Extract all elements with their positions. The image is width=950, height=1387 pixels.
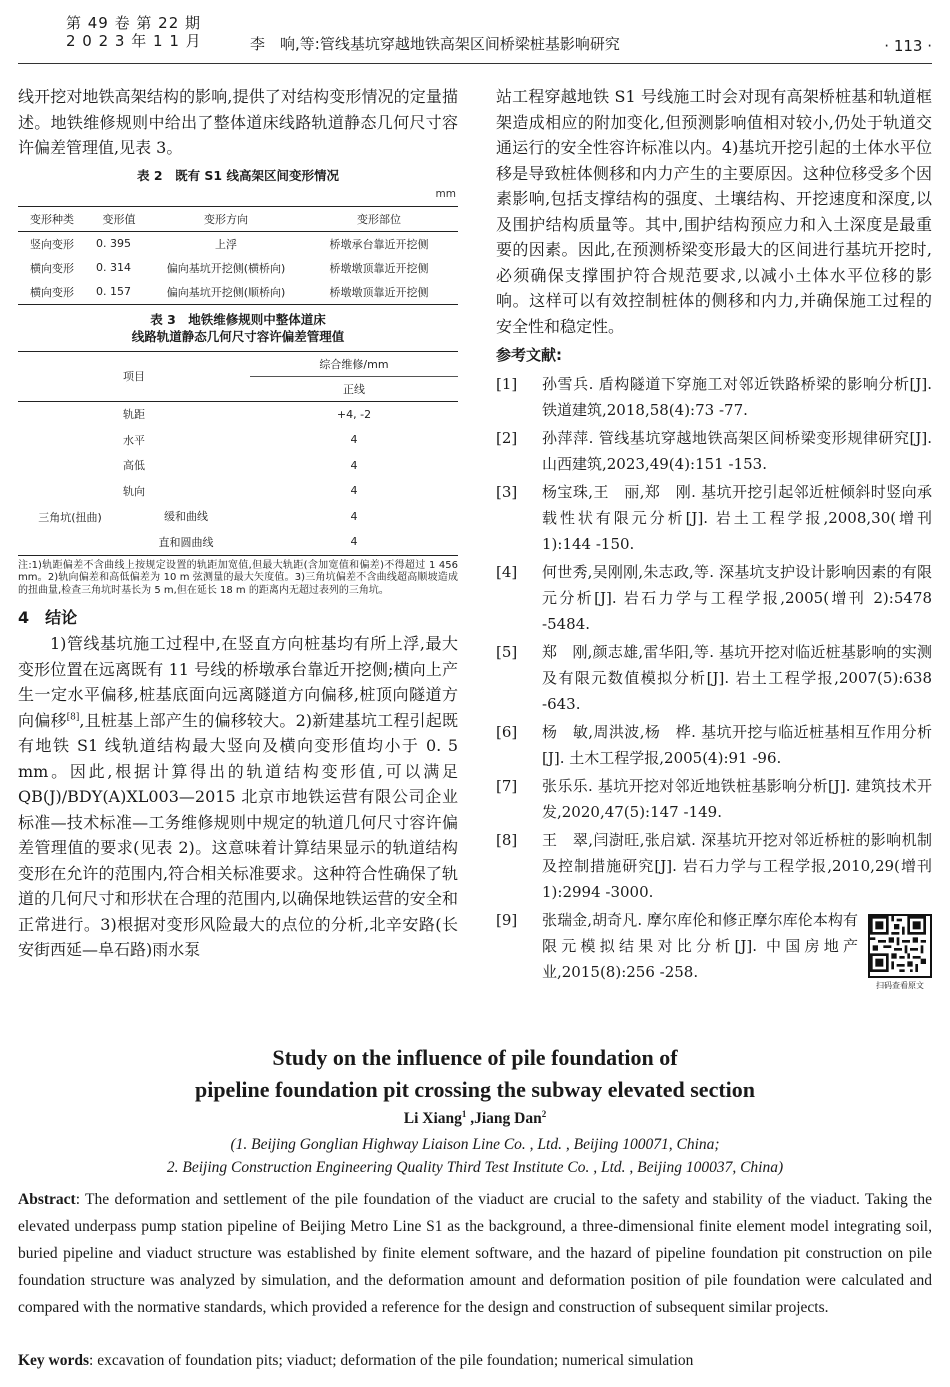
table-cell: 4 <box>350 433 358 447</box>
table-cell: +4, -2 <box>336 407 372 421</box>
table-row <box>18 231 458 256</box>
table2-header-row <box>18 206 458 231</box>
affiliation-line: 2. Beijing Construction Engineering Quality Third Test Institute Co. , Ltd. , Beijing 100037, China) <box>166 1159 784 1176</box>
reference-text: 孙萍萍. 管线基坑穿越地铁高架区间桥梁变形规律研究[J]. 山西建筑,2023,49(4):151 -153. <box>542 429 932 473</box>
table-cell: 水平 <box>123 433 145 447</box>
table-cell: 4 <box>350 509 358 523</box>
english-keywords <box>18 1349 932 1373</box>
keywords-label: Key words <box>18 1352 90 1369</box>
reference-text: 杨 敏,周洪波,杨 桦. 基坑开挖与临近桩基相互作用分析[J]. 土木工程学报,2005(4):91 -96. <box>542 723 932 767</box>
qr-code-block[interactable] <box>868 914 932 991</box>
table-cell: 缓和曲线 <box>164 510 208 524</box>
conclusion-text-b: ,且桩基上部产生的偏移较大。2)新建基坑工程引起既有地铁 S1 线轨道结构最大竖向及横向变形值均小于 0. 5 mm。因此,根据计算得出的轨道结构变形值,可以满足 QB(J)/BDY(A)XL003—2015 北京市地铁运营有限公司企业标准—技术标准—工务维修规则中规定的轨道几何尺寸容许偏差管理值的要求(见表 2)。这意味着计算结果显示的轨道结构变形在允许的范围内,符合相关标准要求。这种符合性确保了轨道的几何尺寸和形状在合理的范围内,以确保地铁运营的安全和正常进行。3)根据对变形风险最大的点位的分析,北辛安路(长安街西延—阜石路)雨水泵 <box>18 710 458 959</box>
reference-number: [1] <box>496 375 518 393</box>
author-affil-mark: 1 <box>461 1108 467 1119</box>
reference-list <box>496 371 932 990</box>
reference-item <box>496 639 932 717</box>
left-column <box>18 84 458 963</box>
author-affil-mark: 2 <box>541 1108 547 1119</box>
right-continued-paragraph: 站工程穿越地铁 S1 号线施工时会对现有高架桥桩基和轨道框架造成相应的附加变化,但预测影响值相对较小,仍处于轨道交通运行的安全性容许标准以内。4)基坑开挖引起的土体水平位移是导致桩体侧移和内力产生的主要原因。这种位移受多个因素影响,包括支撑结构的强度、土壤结构、开挖速度和深度,以及围护结构质量等。其中,围护结构预应力和入土深度是最重要的因素。因此,在预测桥梁变形最大的区间进行基坑开挖时,必须确保支撑围护符合规范要求,以减小土体水平位移的影响。这样可以有效控制桩体的侧移和内力,并确保施工过程的安全性和稳定性。 <box>496 87 932 336</box>
author-separator: , <box>466 1110 475 1127</box>
table-row <box>18 256 458 280</box>
page-number: · 113 · <box>884 37 932 55</box>
table-cell: 4 <box>350 484 358 498</box>
journal-volume <box>66 14 202 50</box>
table-cell: 0. 157 <box>96 285 131 298</box>
reference-text: 孙雪兵. 盾构隧道下穿施工对邻近铁路桥梁的影响分析[J]. 铁道建筑,2018,58(4):73 -77. <box>542 375 932 419</box>
conclusion-paragraph <box>18 631 458 963</box>
reference-number: [9] <box>496 911 518 929</box>
reference-item <box>496 371 932 423</box>
table-cell: 桥墩承台靠近开挖侧 <box>329 237 429 251</box>
table2-header-cell: 变形部位 <box>300 206 458 231</box>
english-abstract <box>18 1186 932 1321</box>
table2 <box>18 206 458 305</box>
table-cell: 偏向基坑开挖侧(横桥向) <box>166 261 286 275</box>
header-rule <box>18 63 932 64</box>
table-row <box>18 427 458 453</box>
table-cell: 桥墩墩顶靠近开挖侧 <box>329 285 429 299</box>
table3-header-row <box>18 351 458 376</box>
table-cell: 0. 395 <box>96 237 131 250</box>
reference-text: 杨宝珠,王 丽,郑 刚. 基坑开挖引起邻近桩倾斜时竖向承载性状有限元分析[J]. 岩土工程学报,2008,30(增刊 1):144 -150. <box>542 483 932 553</box>
reference-number: [8] <box>496 831 518 849</box>
english-title <box>18 1042 932 1106</box>
table-row <box>18 280 458 305</box>
reference-text: 何世秀,吴刚刚,朱志政,等. 深基坑支护设计影响因素的有限元分析[J]. 岩石力学与工程学报,2005(增刊 2):5478 -5484. <box>542 563 932 633</box>
reference-number: [4] <box>496 563 518 581</box>
qr-code-icon[interactable] <box>868 914 932 978</box>
table2-header-cell: 变形值 <box>86 206 152 231</box>
table-cell: 轨向 <box>123 484 145 498</box>
table-row <box>18 478 458 504</box>
table-cell: 横向变形 <box>30 261 74 275</box>
table-cell: 轨距 <box>123 408 145 422</box>
table3-header-sub: 正线 <box>250 376 458 401</box>
table2-header-cell: 变形种类 <box>18 206 86 231</box>
table3-caption-line1: 表 3 地铁维修规则中整体道床 <box>150 311 326 327</box>
english-affiliations <box>18 1133 932 1179</box>
table-cell: 上浮 <box>215 237 237 251</box>
reference-number: [2] <box>496 429 518 447</box>
reference-item <box>496 425 932 477</box>
abstract-label: Abstract <box>18 1191 76 1208</box>
reference-item <box>496 479 932 557</box>
reference-item <box>496 907 932 985</box>
table-cell: 4 <box>350 458 358 472</box>
author-name: Jiang Dan <box>474 1110 542 1127</box>
table3-note: 注:1)轨距偏差不含曲线上按规定设置的轨距加宽值,但最大轨距(含加宽值和偏差)不得超过 1 456 mm。2)轨向偏差和高低偏差为 10 m 弦测量的最大矢度值。3)三角坑偏差不含曲线超高顺坡造成的扭曲量,检查三角坑时基长为 5 m,但在延长 18 m 的距离内无超过表列的三角坑。 <box>18 559 458 596</box>
reference-number: [5] <box>496 643 518 661</box>
reference-item <box>496 559 932 637</box>
reference-item <box>496 773 932 825</box>
conclusion-text-a: 1)管线基坑施工过程中,在竖直方向桩基均有所上浮,最大变形位置在远离既有 11 号线的桥墩承台靠近开挖侧;横向上产生一定水平偏移,桩基底面向远离隧道方向偏移,桩顶向隧道方向偏移 <box>18 634 458 730</box>
english-authors <box>18 1108 932 1130</box>
right-column <box>496 84 932 990</box>
table3 <box>18 351 458 556</box>
reference-number: [7] <box>496 777 518 795</box>
table-cell: 0. 314 <box>96 261 131 274</box>
table2-unit: mm <box>435 187 456 200</box>
english-title-line1: Study on the influence of pile foundation of <box>272 1045 678 1070</box>
table-row <box>18 401 458 427</box>
journal-date: 2 0 2 3 年 1 1 月 <box>66 32 202 50</box>
table-cell: 直和圆曲线 <box>158 535 214 549</box>
english-title-line2: pipeline foundation pit crossing the subway elevated section <box>194 1077 756 1102</box>
reference-text: 张乐乐. 基坑开挖对邻近地铁桩基影响分析[J]. 建筑技术开发,2020,47(5):147 -149. <box>542 777 932 821</box>
affiliation-line: (1. Beijing Gonglian Highway Liaison Line Co. , Ltd. , Beijing 100071, China; <box>230 1136 720 1153</box>
left-intro-paragraph: 线开挖对地铁高架结构的影响,提供了对结构变形情况的定量描述。地铁维修规则中给出了整体道床线路轨道静态几何尺寸容许偏差管理值,见表 3。 <box>18 87 458 157</box>
reference-text: 王 翠,闫澍旺,张启斌. 深基坑开挖对邻近桥桩的影响机制及控制措施研究[J]. 岩石力学与工程学报,2010,29(增刊 1):2994 -3000. <box>542 831 932 901</box>
table-cell: 横向变形 <box>30 285 74 299</box>
table-cell: 三角坑(扭曲) <box>38 510 102 524</box>
journal-issue: 第 49 卷 第 22 期 <box>66 14 202 32</box>
table-cell: 高低 <box>123 459 145 473</box>
table2-caption: 表 2 既有 S1 线高架区间变形情况 <box>137 167 339 183</box>
keywords-text: : excavation of foundation pits; viaduct; deformation of the pile foundation; numerical simulation <box>89 1352 694 1369</box>
reference-text: 张瑞金,胡奇凡. 摩尔库伦和修正摩尔库伦本构有限元模拟结果对比分析[J]. 中国房地产业,2015(8):256 -258. <box>542 911 858 981</box>
qr-caption: 扫码查看原文 <box>876 981 924 990</box>
citation-ref: [8] <box>66 712 80 723</box>
table3-header-group: 综合维修/mm <box>250 351 458 376</box>
table-cell: 桥墩墩顶靠近开挖侧 <box>329 261 429 275</box>
reference-item <box>496 827 932 905</box>
abstract-text: : The deformation and settlement of the pile foundation of the viaduct are crucial to the safety and stability of the viaduct. Taking the elevated underpass pump station pipeline of Beijing Metro Line S1 as the background, a three-dimensional finite element model integrating soil, buried pipeline and viaduct structure was established by finite element software, and the hazard of pipeline foundation pit construction on pile foundation structure was analyzed by simulation, and the deformation amount and deformation position of pile foundation were calculated and compared with the normative standards, which provided a reference for the design and construction of subsequent similar projects. <box>18 1191 932 1316</box>
reference-text: 郑 刚,颜志雄,雷华阳,等. 基坑开挖对临近桩基影响的实测及有限元数值模拟分析[J]. 岩土工程学报,2007(5):638 -643. <box>542 643 932 713</box>
running-title: 李 响,等:管线基坑穿越地铁高架区间桥梁桩基影响研究 <box>250 35 620 53</box>
table-cell: 偏向基坑开挖侧(顺桥向) <box>166 285 286 299</box>
table2-header-cell: 变形方向 <box>152 206 300 231</box>
reference-number: [6] <box>496 723 518 741</box>
author-name: Li Xiang <box>403 1110 462 1127</box>
table-row <box>18 453 458 479</box>
table3-header-item: 项目 <box>18 351 250 401</box>
references-heading: 参考文献: <box>496 346 562 364</box>
table-cell: 竖向变形 <box>30 237 74 251</box>
table3-caption-line2: 线路轨道静态几何尺寸容许偏差管理值 <box>131 328 345 344</box>
reference-number: [3] <box>496 483 518 501</box>
table-row <box>18 504 458 530</box>
section-heading-conclusion: 4 结论 <box>18 608 78 627</box>
reference-item <box>496 719 932 771</box>
table-cell: 4 <box>350 535 358 549</box>
